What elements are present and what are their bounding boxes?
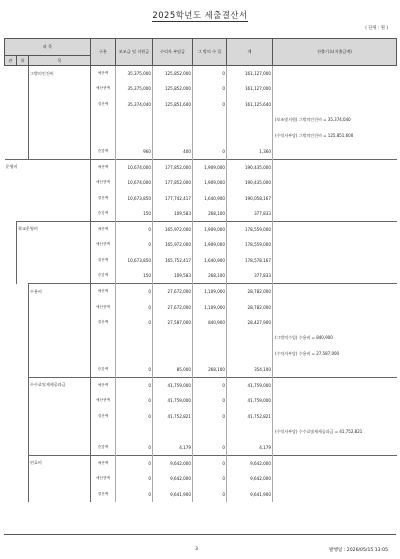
category-cell: 증감액 xyxy=(91,362,116,378)
indent-cell xyxy=(5,393,17,409)
basis-cell xyxy=(273,440,397,456)
indent-cell xyxy=(17,487,29,503)
total-cell: 1,360 xyxy=(227,143,273,159)
other-income-cell: 268,100 xyxy=(193,362,227,378)
other-income-cell: 1,909,000 xyxy=(193,175,227,191)
other-income-cell: 0 xyxy=(193,377,227,393)
subsidy-cell: 0 xyxy=(116,315,153,331)
category-cell xyxy=(91,346,116,362)
indent-cell xyxy=(5,315,17,331)
other-income-cell: 1,909,000 xyxy=(193,237,227,253)
beneficiary-cell: 41,759,000 xyxy=(153,393,193,409)
basis-cell: (보조및지원) 그밖의인건비 = 35,374,040 xyxy=(275,117,351,123)
header-basis: 산출기초(지출금액) xyxy=(273,39,397,66)
basis-cell xyxy=(273,455,397,471)
total-cell: 9,641,900 xyxy=(227,487,273,503)
subsidy-cell: 0 xyxy=(116,471,153,487)
beneficiary-cell xyxy=(153,424,193,440)
indent-cell xyxy=(5,377,17,393)
basis-cell xyxy=(273,409,397,425)
category-cell: 예산현액 xyxy=(91,175,116,191)
other-income-cell: 0 xyxy=(193,66,227,82)
total-cell xyxy=(227,331,273,347)
table-row xyxy=(5,315,397,331)
total-cell: 4,179 xyxy=(227,440,273,456)
indent-cell xyxy=(17,409,29,425)
indent-cell xyxy=(17,377,29,393)
table-row xyxy=(5,424,397,440)
total-cell: 41,752,821 xyxy=(227,409,273,425)
beneficiary-cell xyxy=(153,331,193,347)
indent-cell xyxy=(5,455,17,471)
subsidy-cell: 10,673,850 xyxy=(116,190,153,206)
basis-cell xyxy=(273,97,397,113)
subsidy-cell: 0 xyxy=(116,221,153,237)
beneficiary-cell: 125,852,000 xyxy=(153,81,193,97)
table-row xyxy=(5,487,397,503)
other-income-cell: 1,909,000 xyxy=(193,159,227,175)
basis-cell xyxy=(273,377,397,393)
basis-cell xyxy=(273,221,397,237)
table-body xyxy=(5,66,397,503)
indent-cell xyxy=(5,424,17,440)
beneficiary-cell xyxy=(153,346,193,362)
other-income-cell: 0 xyxy=(193,440,227,456)
table-row xyxy=(5,159,397,175)
category-cell: 예산액 xyxy=(91,455,116,471)
table-row xyxy=(5,97,397,113)
indent-cell xyxy=(5,221,17,237)
total-cell: 178,559,000 xyxy=(227,237,273,253)
subsidy-cell: 35,375,000 xyxy=(116,66,153,82)
other-income-cell xyxy=(193,128,227,144)
other-income-cell xyxy=(193,112,227,128)
basis-cell xyxy=(273,175,397,191)
header-hang: 항 xyxy=(17,56,29,66)
other-income-cell: 0 xyxy=(193,455,227,471)
unit-label: ( 단위 : 원 ) xyxy=(365,26,388,31)
total-cell xyxy=(227,112,273,128)
beneficiary-cell: 165,972,000 xyxy=(153,221,193,237)
header-subsidy: 보조금 및 지원금 xyxy=(116,39,153,66)
basis-cell xyxy=(273,471,397,487)
total-cell: 28,782,000 xyxy=(227,284,273,300)
print-date: 발행일 : 2026/05/15 13:05 xyxy=(329,548,388,553)
indent-cell xyxy=(17,393,29,409)
subsidy-cell xyxy=(116,346,153,362)
header-gwa-mok: 과 목 xyxy=(5,39,91,56)
header-other-income: 그 밖의 수 입 xyxy=(193,39,227,66)
other-income-cell xyxy=(193,331,227,347)
table-row xyxy=(5,128,397,144)
beneficiary-cell: 177,742,417 xyxy=(153,190,193,206)
beneficiary-cell: 41,759,000 xyxy=(153,377,193,393)
subsidy-cell: 0 xyxy=(116,455,153,471)
item-name: 연료비 xyxy=(29,455,91,471)
beneficiary-cell: 27,672,000 xyxy=(153,299,193,315)
beneficiary-cell: 125,851,600 xyxy=(153,97,193,113)
total-cell: 190,058,167 xyxy=(227,190,273,206)
table-row xyxy=(5,112,397,128)
category-cell xyxy=(91,112,116,128)
total-cell: 178,559,000 xyxy=(227,221,273,237)
subsidy-cell: 10,674,000 xyxy=(116,175,153,191)
beneficiary-cell: 85,000 xyxy=(153,362,193,378)
item-name xyxy=(17,253,91,269)
beneficiary-cell: 4,179 xyxy=(153,440,193,456)
table-row xyxy=(5,206,397,222)
item-name: 수수료및제세공과금 xyxy=(29,377,91,393)
total-cell: 178,578,167 xyxy=(227,253,273,269)
total-cell: 28,427,900 xyxy=(227,315,273,331)
category-cell xyxy=(91,424,116,440)
indent-cell xyxy=(5,409,17,425)
category-cell: 증감액 xyxy=(91,440,116,456)
category-cell: 예산액 xyxy=(91,159,116,175)
subsidy-cell: 0 xyxy=(116,440,153,456)
other-income-cell: 1,640,900 xyxy=(193,253,227,269)
item-name xyxy=(29,97,91,113)
basis-cell xyxy=(273,393,397,409)
subsidy-cell xyxy=(116,424,153,440)
basis-cell xyxy=(273,253,397,269)
table-row xyxy=(5,268,397,284)
basis-cell xyxy=(273,362,397,378)
subsidy-cell xyxy=(116,331,153,347)
beneficiary-cell xyxy=(153,128,193,144)
indent-cell xyxy=(5,66,17,82)
basis-cell xyxy=(273,299,397,315)
indent-cell xyxy=(5,362,17,378)
category-cell: 예산액 xyxy=(91,284,116,300)
table-row xyxy=(5,299,397,315)
total-cell: 377,833 xyxy=(227,206,273,222)
category-cell: 예산액 xyxy=(91,377,116,393)
category-cell: 증감액 xyxy=(91,143,116,159)
subsidy-cell: 0 xyxy=(116,362,153,378)
indent-cell xyxy=(17,424,29,440)
item-name xyxy=(29,81,91,97)
indent-cell xyxy=(5,487,17,503)
item-name: 운영비 xyxy=(5,159,91,175)
item-name xyxy=(5,190,91,206)
item-name xyxy=(29,393,91,409)
total-cell: 161,125,640 xyxy=(227,97,273,113)
other-income-cell: 268,100 xyxy=(193,206,227,222)
item-name: 학교운영비 xyxy=(17,221,91,237)
indent-cell xyxy=(17,143,29,159)
indent-cell xyxy=(17,299,29,315)
category-cell xyxy=(91,128,116,144)
item-name xyxy=(29,112,91,128)
header-mok: 목 xyxy=(29,56,91,66)
header-total: 계 xyxy=(227,39,273,66)
subsidy-cell: 150 xyxy=(116,268,153,284)
indent-cell xyxy=(17,440,29,456)
category-cell: 결산액 xyxy=(91,97,116,113)
indent-cell xyxy=(17,362,29,378)
indent-cell xyxy=(5,331,17,347)
indent-cell xyxy=(17,315,29,331)
subsidy-cell: 0 xyxy=(116,487,153,503)
item-name xyxy=(5,206,91,222)
basis-cell: (수익자부담) 수용비 = 27,587,000 xyxy=(275,350,340,356)
beneficiary-cell: 400 xyxy=(153,143,193,159)
indent-cell xyxy=(17,331,29,347)
beneficiary-cell: 9,642,000 xyxy=(153,471,193,487)
basis-cell: (그밖의수입) 수용비 = 840,900 xyxy=(275,335,333,341)
beneficiary-cell: 109,583 xyxy=(153,206,193,222)
total-cell: 9,642,000 xyxy=(227,471,273,487)
indent-cell xyxy=(17,471,29,487)
total-cell xyxy=(227,128,273,144)
item-name xyxy=(17,268,91,284)
total-cell: 190,435,000 xyxy=(227,159,273,175)
header-gubun: 구분 xyxy=(91,39,116,66)
category-cell: 결산액 xyxy=(91,190,116,206)
category-cell: 증감액 xyxy=(91,206,116,222)
category-cell: 결산액 xyxy=(91,409,116,425)
item-name xyxy=(29,362,91,378)
beneficiary-cell: 165,752,417 xyxy=(153,253,193,269)
indent-cell xyxy=(5,346,17,362)
category-cell: 예산현액 xyxy=(91,299,116,315)
subsidy-cell: 150 xyxy=(116,206,153,222)
indent-cell xyxy=(17,97,29,113)
other-income-cell: 268,100 xyxy=(193,268,227,284)
document-title xyxy=(0,9,400,21)
subsidy-cell: 0 xyxy=(116,393,153,409)
other-income-cell: 0 xyxy=(193,393,227,409)
item-name xyxy=(29,346,91,362)
indent-cell xyxy=(5,284,17,300)
indent-cell xyxy=(5,143,17,159)
indent-cell xyxy=(5,268,17,284)
table-row xyxy=(5,455,397,471)
subsidy-cell: 0 xyxy=(116,377,153,393)
item-name xyxy=(5,175,91,191)
basis-cell xyxy=(273,159,397,175)
beneficiary-cell: 27,672,000 xyxy=(153,284,193,300)
indent-cell xyxy=(17,284,29,300)
table-row xyxy=(5,253,397,269)
item-name xyxy=(29,315,91,331)
item-name xyxy=(29,143,91,159)
subsidy-cell: 0 xyxy=(116,284,153,300)
table-row xyxy=(5,471,397,487)
beneficiary-cell: 177,852,000 xyxy=(153,159,193,175)
table-row xyxy=(5,175,397,191)
basis-cell: (수익자부담) 그밖의인건비 = 125,851,600 xyxy=(275,132,354,138)
item-name xyxy=(29,487,91,503)
table-row xyxy=(5,440,397,456)
other-income-cell: 0 xyxy=(193,81,227,97)
category-cell: 증감액 xyxy=(91,268,116,284)
indent-cell xyxy=(5,128,17,144)
item-name xyxy=(17,237,91,253)
total-cell: 377,833 xyxy=(227,268,273,284)
category-cell: 결산액 xyxy=(91,315,116,331)
total-cell: 161,127,000 xyxy=(227,81,273,97)
category-cell: 예산액 xyxy=(91,66,116,82)
document-title-text: 2025학년도 세출결산서 xyxy=(152,10,248,20)
subsidy-cell: 0 xyxy=(116,299,153,315)
beneficiary-cell: 177,852,000 xyxy=(153,175,193,191)
table-header xyxy=(5,39,397,66)
subsidy-cell: 10,673,850 xyxy=(116,253,153,269)
item-name xyxy=(29,299,91,315)
category-cell: 결산액 xyxy=(91,253,116,269)
basis-cell xyxy=(273,66,397,82)
basis-cell: (수익자부담) 수수료및제세공과금 = 41,752,821 xyxy=(275,428,363,434)
category-cell: 결산액 xyxy=(91,487,116,503)
beneficiary-cell: 27,587,000 xyxy=(153,315,193,331)
category-cell xyxy=(91,331,116,347)
other-income-cell: 1,109,000 xyxy=(193,299,227,315)
total-cell: 41,759,000 xyxy=(227,393,273,409)
item-name xyxy=(29,440,91,456)
beneficiary-cell: 125,852,000 xyxy=(153,66,193,82)
other-income-cell: 1,640,900 xyxy=(193,190,227,206)
other-income-cell: 0 xyxy=(193,409,227,425)
other-income-cell: 0 xyxy=(193,143,227,159)
indent-cell xyxy=(17,81,29,97)
item-name xyxy=(29,424,91,440)
indent-cell xyxy=(5,253,17,269)
item-name xyxy=(29,128,91,144)
table-row xyxy=(5,377,397,393)
basis-cell xyxy=(273,268,397,284)
indent-cell xyxy=(17,66,29,82)
beneficiary-cell: 41,752,821 xyxy=(153,409,193,425)
subsidy-cell: 0 xyxy=(116,237,153,253)
table-row xyxy=(5,81,397,97)
beneficiary-cell: 9,642,000 xyxy=(153,455,193,471)
indent-cell xyxy=(5,81,17,97)
indent-cell xyxy=(5,299,17,315)
table-row xyxy=(5,221,397,237)
basis-cell xyxy=(273,206,397,222)
other-income-cell: 0 xyxy=(193,487,227,503)
subsidy-cell: 35,375,000 xyxy=(116,81,153,97)
basis-cell xyxy=(273,143,397,159)
category-cell: 예산현액 xyxy=(91,81,116,97)
indent-cell xyxy=(5,97,17,113)
basis-cell xyxy=(273,190,397,206)
basis-cell xyxy=(273,284,397,300)
beneficiary-cell: 109,583 xyxy=(153,268,193,284)
subsidy-cell: 35,374,040 xyxy=(116,97,153,113)
page-number: 3 xyxy=(195,547,198,552)
category-cell: 예산액 xyxy=(91,221,116,237)
indent-cell xyxy=(17,346,29,362)
table-row xyxy=(5,66,397,82)
total-cell: 161,127,000 xyxy=(227,66,273,82)
table-row xyxy=(5,409,397,425)
header-gwan: 관 xyxy=(5,56,17,66)
table-row xyxy=(5,362,397,378)
item-name: 수용비 xyxy=(29,284,91,300)
total-cell: 354,100 xyxy=(227,362,273,378)
basis-cell xyxy=(273,81,397,97)
indent-cell xyxy=(17,128,29,144)
other-income-cell: 1,109,000 xyxy=(193,284,227,300)
total-cell: 41,759,000 xyxy=(227,377,273,393)
other-income-cell: 0 xyxy=(193,471,227,487)
beneficiary-cell: 165,972,000 xyxy=(153,237,193,253)
other-income-cell: 0 xyxy=(193,97,227,113)
indent-cell xyxy=(5,440,17,456)
indent-cell xyxy=(5,112,17,128)
table-row xyxy=(5,346,397,362)
table-row xyxy=(5,331,397,347)
header-beneficiary: 수익자 부담금 xyxy=(153,39,193,66)
subsidy-cell xyxy=(116,128,153,144)
total-cell xyxy=(227,424,273,440)
table-row xyxy=(5,393,397,409)
basis-cell xyxy=(273,237,397,253)
total-cell: 28,782,000 xyxy=(227,299,273,315)
item-name xyxy=(29,471,91,487)
category-cell: 예산현액 xyxy=(91,237,116,253)
other-income-cell: 840,900 xyxy=(193,315,227,331)
basis-cell xyxy=(273,315,397,331)
basis-cell xyxy=(273,487,397,503)
item-name xyxy=(29,409,91,425)
footer-divider xyxy=(4,534,396,535)
item-name: 그밖의인건비 xyxy=(29,66,91,82)
table-row xyxy=(5,190,397,206)
subsidy-cell: 10,674,000 xyxy=(116,159,153,175)
total-cell: 9,642,000 xyxy=(227,455,273,471)
beneficiary-cell xyxy=(153,112,193,128)
other-income-cell xyxy=(193,424,227,440)
subsidy-cell: 0 xyxy=(116,409,153,425)
other-income-cell: 1,909,000 xyxy=(193,221,227,237)
table-row xyxy=(5,143,397,159)
subsidy-cell: 960 xyxy=(116,143,153,159)
indent-cell xyxy=(17,112,29,128)
expenditure-table xyxy=(4,38,397,502)
subsidy-cell xyxy=(116,112,153,128)
category-cell: 예산현액 xyxy=(91,393,116,409)
other-income-cell xyxy=(193,346,227,362)
total-cell xyxy=(227,346,273,362)
category-cell: 예산현액 xyxy=(91,471,116,487)
table-row xyxy=(5,284,397,300)
total-cell: 190,435,000 xyxy=(227,175,273,191)
item-name xyxy=(29,331,91,347)
indent-cell xyxy=(5,237,17,253)
indent-cell xyxy=(17,455,29,471)
table-row xyxy=(5,237,397,253)
indent-cell xyxy=(5,471,17,487)
beneficiary-cell: 9,641,900 xyxy=(153,487,193,503)
